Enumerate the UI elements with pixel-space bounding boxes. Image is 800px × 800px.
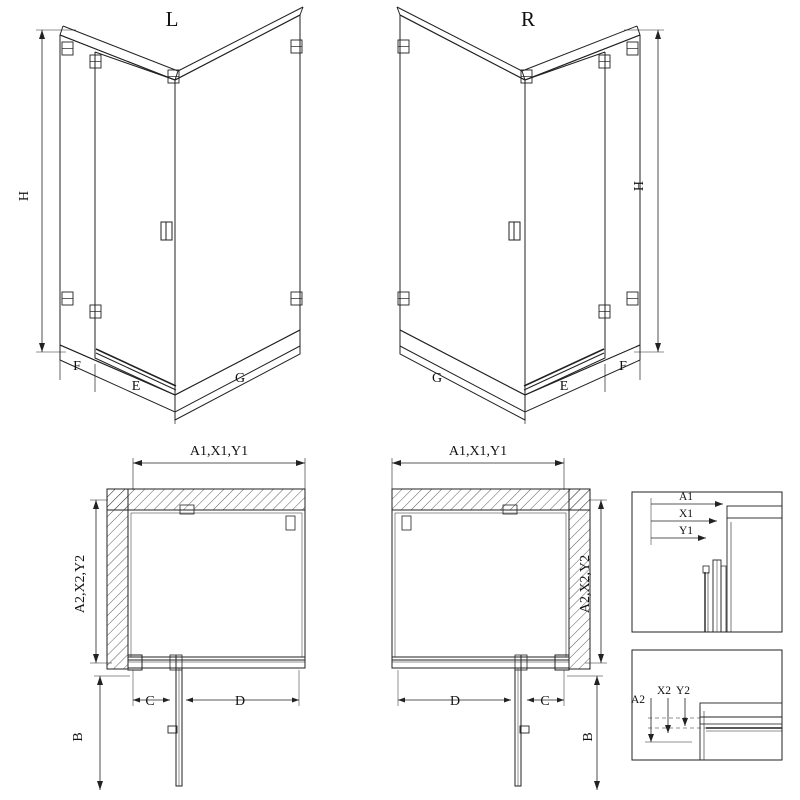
hinge-icon: [62, 292, 73, 305]
iso-right-label-f: F: [619, 359, 627, 374]
hinge-icon: [627, 292, 638, 305]
hinge-icon: [627, 42, 638, 55]
iso-right-variant-label: R: [520, 7, 536, 31]
dimension-a1x1y1-left: [133, 458, 305, 490]
plan-left-label-c: C: [145, 694, 155, 709]
detail-view-bottom: [632, 650, 782, 760]
detail-bottom-label-a2: A2: [630, 694, 645, 706]
detail-top-label-a1: A1: [678, 491, 694, 503]
plan-right-label-b: B: [581, 732, 596, 742]
iso-left-label-f: F: [73, 359, 81, 374]
dimension-height-left: [36, 30, 76, 352]
door-handle-icon: [161, 222, 172, 240]
detail-view-top: [632, 492, 782, 632]
plan-left-side-dim-label: A2,X2,Y2: [73, 554, 88, 614]
iso-right-height-label: H: [630, 180, 645, 192]
plan-right-label-c: C: [540, 694, 550, 709]
plan-left-label-d: D: [234, 694, 246, 709]
plan-left-top-dim-label: A1,X1,Y1: [189, 444, 249, 459]
iso-right-label-e: E: [559, 379, 569, 394]
detail-top-label-x1: X1: [678, 508, 694, 520]
iso-left-label-e: E: [131, 379, 141, 394]
dimension-a1x1y1-right: [392, 458, 564, 490]
plan-right-side-dim-label: A2,X2,Y2: [578, 554, 593, 614]
dimension-b-left: [94, 676, 130, 790]
iso-left-height-label: H: [17, 190, 32, 202]
detail-bottom-label-x2: X2: [656, 685, 672, 697]
plan-left-label-b: B: [71, 732, 86, 742]
plan-view-left: [90, 458, 305, 790]
iso-left-label-g: G: [234, 371, 246, 386]
detail-bottom-label-y2: Y2: [675, 685, 691, 697]
plan-view-right: [392, 458, 607, 790]
detail-top-label-y1: Y1: [678, 525, 694, 537]
door-handle-icon: [509, 222, 520, 240]
iso-right-label-g: G: [431, 371, 443, 386]
plan-right-top-dim-label: A1,X1,Y1: [448, 444, 508, 459]
hinge-icon: [62, 42, 73, 55]
iso-left-variant-label: L: [165, 7, 179, 31]
plan-right-label-d: D: [449, 694, 461, 709]
